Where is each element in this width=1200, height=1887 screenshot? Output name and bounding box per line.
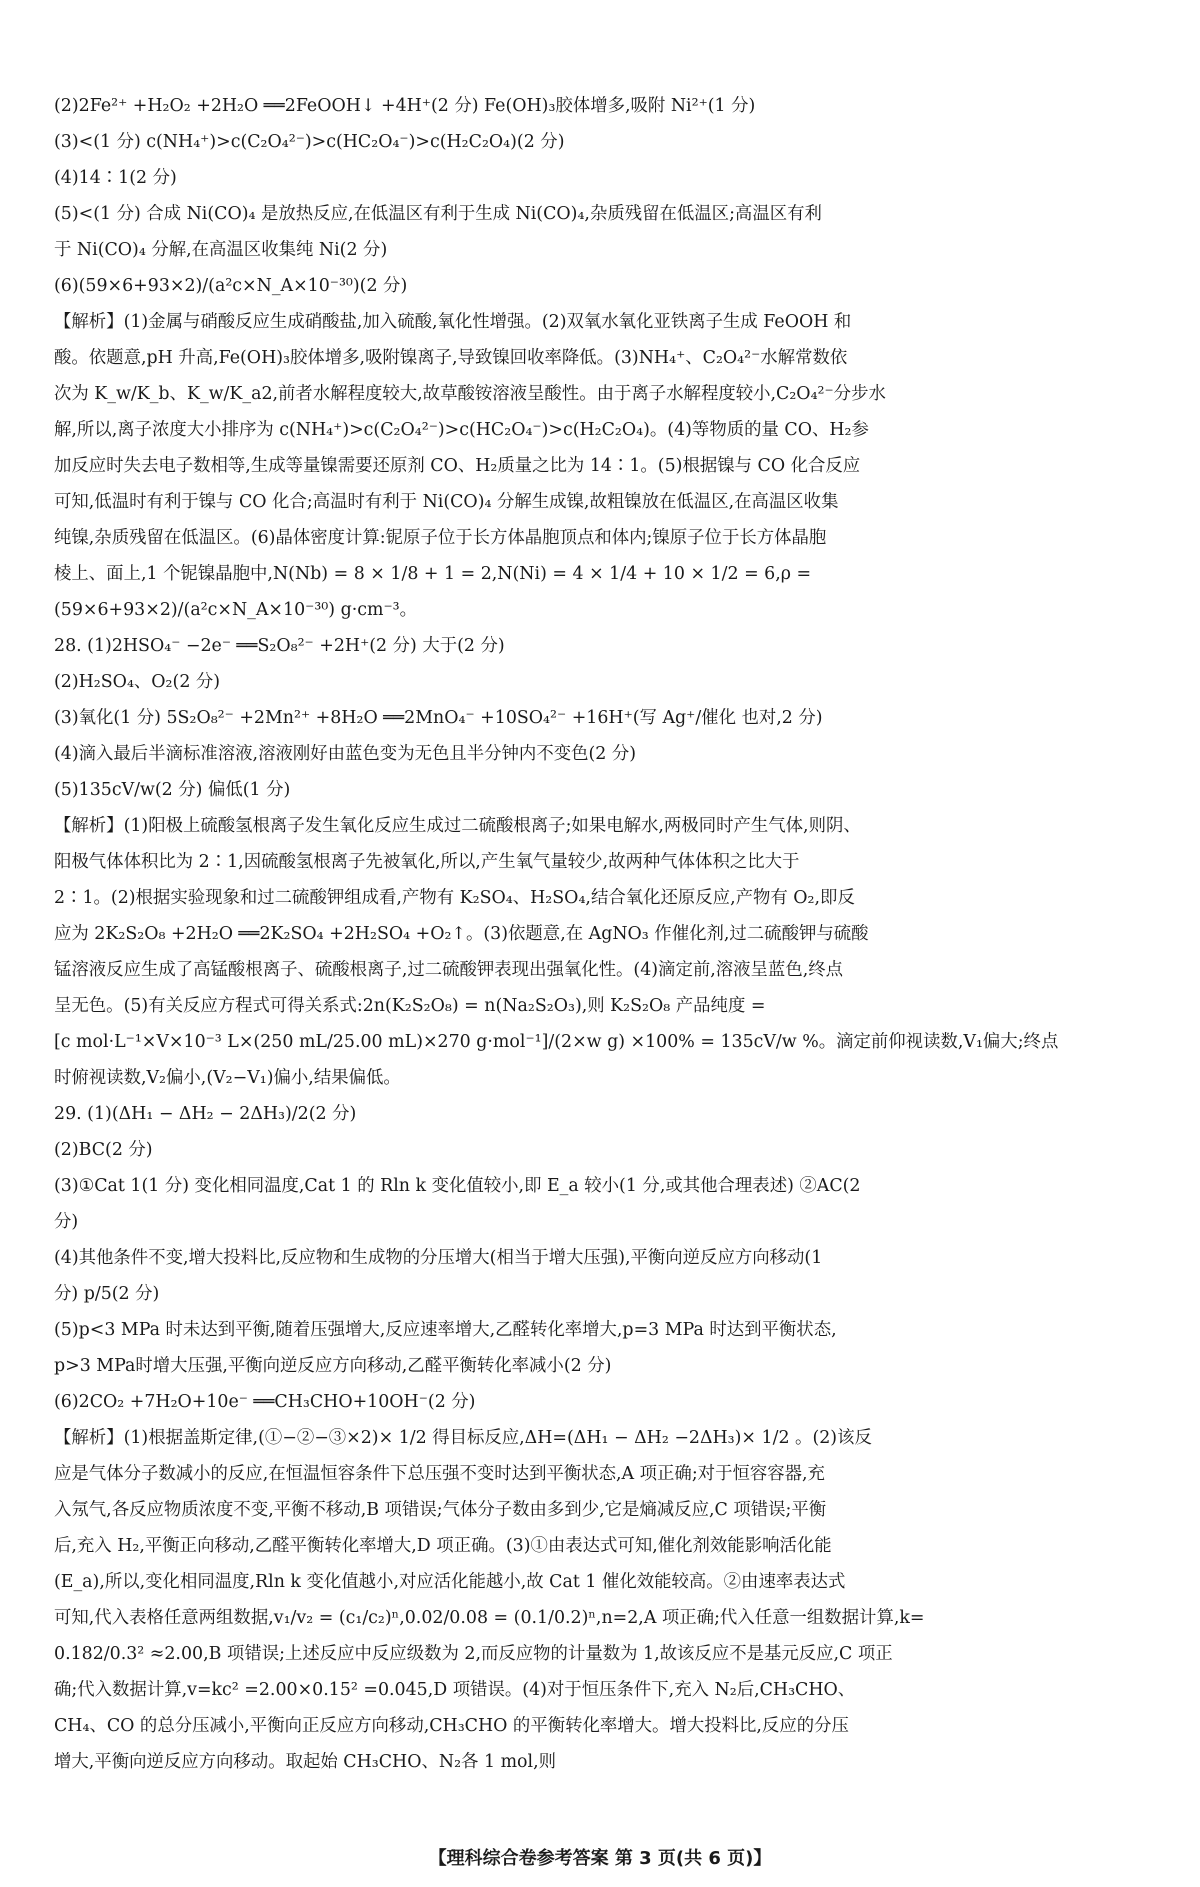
q27-expl-line: 酸。依题意,pH 升高,Fe(OH)₃胶体增多,吸附镍离子,导致镍回收率降低。(3)NH₄⁺、C₂O₄²⁻水解常数依	[54, 348, 848, 368]
q28-expl-line: 时俯视读数,V₂偏小,(V₂−V₁)偏小,结果偏低。	[54, 1068, 401, 1088]
q29-expl-line: 确;代入数据计算,v=kc² =2.00×0.15² =0.045,D 项错误。(4)对于恒压条件下,充入 N₂后,CH₃CHO、	[54, 1680, 856, 1700]
question-29-explanation	[54, 1420, 1166, 1780]
q29-answer-5-line2: p>3 MPa时增大压强,平衡向逆反应方向移动,乙醛平衡转化率减小(2 分)	[54, 1356, 612, 1376]
q27-answer-3: (3)<(1 分) c(NH₄⁺)>c(C₂O₄²⁻)>c(HC₂O₄⁻)>c(H₂C₂O₄)(2 分)	[54, 132, 565, 152]
q27-answer-2: (2)2Fe²⁺ +H₂O₂ +2H₂O ══2FeOOH↓ +4H⁺(2 分) Fe(OH)₃胶体增多,吸附 Ni²⁺(1 分)	[54, 96, 756, 116]
q29-expl-line: (E_a),所以,变化相同温度,Rln k 变化值越小,对应活化能越小,故 Cat 1 催化效能较高。②由速率表达式	[54, 1572, 846, 1592]
q27-expl-line: 可知,低温时有利于镍与 CO 化合;高温时有利于 Ni(CO)₄ 分解生成镍,故粗镍放在低温区,在高温区收集	[54, 492, 839, 512]
q27-expl-line: 纯镍,杂质残留在低温区。(6)晶体密度计算:铌原子位于长方体晶胞顶点和体内;镍原子位于长方体晶胞	[54, 528, 827, 548]
question-27-explanation	[54, 304, 1166, 628]
q27-expl-line: 棱上、面上,1 个铌镍晶胞中,N(Nb) = 8 × 1/8 + 1 = 2,N(Ni) = 4 × 1/4 + 10 × 1/2 = 6,ρ =	[54, 564, 812, 584]
q28-expl-line: 锰溶液反应生成了高锰酸根离子、硫酸根离子,过二硫酸钾表现出强氧化性。(4)滴定前,溶液呈蓝色,终点	[54, 960, 844, 980]
question-28-answers	[54, 628, 1166, 808]
q29-answer-2: (2)BC(2 分)	[54, 1140, 153, 1160]
q27-expl-line: 加反应时失去电子数相等,生成等量镍需要还原剂 CO、H₂质量之比为 14∶1。(5)根据镍与 CO 化合反应	[54, 456, 861, 476]
q29-answer-1: 29. (1)(ΔH₁ − ΔH₂ − 2ΔH₃)/2(2 分)	[54, 1104, 357, 1124]
q27-expl-line: (59×6+93×2)/(a²c×N_A×10⁻³⁰) g·cm⁻³。	[54, 600, 418, 620]
q29-expl-line: 后,充入 H₂,平衡正向移动,乙醛平衡转化率增大,D 项正确。(3)①由表达式可知,催化剂效能影响活化能	[54, 1536, 832, 1556]
question-29-answers	[54, 1096, 1166, 1420]
q28-answer-1: 28. (1)2HSO₄⁻ −2e⁻ ══S₂O₈²⁻ +2H⁺(2 分) 大于(2 分)	[54, 636, 505, 656]
q29-expl-line: 入氖气,各反应物质浓度不变,平衡不移动,B 项错误;气体分子数由多到少,它是熵减反应,C 项错误;平衡	[54, 1500, 827, 1520]
q29-expl-line: 0.182/0.3² ≈2.00,B 项错误;上述反应中反应级数为 2,而反应物的计量数为 1,故该反应不是基元反应,C 项正	[54, 1644, 893, 1664]
q28-expl-line: 【解析】(1)阳极上硫酸氢根离子发生氧化反应生成过二硫酸根离子;如果电解水,两极同时产生气体,则阴、	[54, 816, 861, 836]
q29-answer-6: (6)2CO₂ +7H₂O+10e⁻ ══CH₃CHO+10OH⁻(2 分)	[54, 1392, 476, 1412]
q28-expl-line: 阳极气体体积比为 2∶1,因硫酸氢根离子先被氧化,所以,产生氧气量较少,故两种气体体积之比大于	[54, 852, 800, 872]
q28-answer-2: (2)H₂SO₄、O₂(2 分)	[54, 672, 221, 692]
q29-answer-3-line2: 分)	[54, 1212, 79, 1232]
q27-answer-5-line1: (5)<(1 分) 合成 Ni(CO)₄ 是放热反应,在低温区有利于生成 Ni(CO)₄,杂质残留在低温区;高温区有利	[54, 204, 822, 224]
q29-expl-line: 应是气体分子数减小的反应,在恒温恒容条件下总压强不变时达到平衡状态,A 项正确;对于恒容容器,充	[54, 1464, 825, 1484]
q27-expl-line: 次为 K_w/K_b、K_w/K_a2,前者水解程度较大,故草酸铵溶液呈酸性。由于离子水解程度较小,C₂O₄²⁻分步水	[54, 384, 886, 404]
q28-expl-line: 2∶1。(2)根据实验现象和过二硫酸钾组成看,产物有 K₂SO₄、H₂SO₄,结合氧化还原反应,产物有 O₂,即反	[54, 888, 855, 908]
q29-expl-line: CH₄、CO 的总分压减小,平衡向正反应方向移动,CH₃CHO 的平衡转化率增大。增大投料比,反应的分压	[54, 1716, 849, 1736]
page-footer: 【理科综合卷参考答案 第 3 页(共 6 页)】	[428, 1848, 772, 1869]
q27-answer-4: (4)14∶1(2 分)	[54, 168, 177, 188]
q28-answer-4: (4)滴入最后半滴标准溶液,溶液刚好由蓝色变为无色且半分钟内不变色(2 分)	[54, 744, 637, 764]
q29-answer-5-line1: (5)p<3 MPa 时未达到平衡,随着压强增大,反应速率增大,乙醛转化率增大,p=3 MPa 时达到平衡状态,	[54, 1320, 837, 1340]
q28-answer-5: (5)135cV/w(2 分) 偏低(1 分)	[54, 780, 291, 800]
q27-expl-line: 解,所以,离子浓度大小排序为 c(NH₄⁺)>c(C₂O₄²⁻)>c(HC₂O₄⁻)>c(H₂C₂O₄)。(4)等物质的量 CO、H₂参	[54, 420, 869, 440]
question-27-answers	[54, 88, 1166, 304]
q29-expl-line: 【解析】(1)根据盖斯定律,(①−②−③×2)× 1/2 得目标反应,ΔH=(ΔH₁ − ΔH₂ −2ΔH₃)× 1/2 。(2)该反	[54, 1428, 872, 1448]
question-28-explanation	[54, 808, 1166, 1096]
q28-expl-line: 应为 2K₂S₂O₈ +2H₂O ══2K₂SO₄ +2H₂SO₄ +O₂↑。(3)依题意,在 AgNO₃ 作催化剂,过二硫酸钾与硫酸	[54, 924, 869, 944]
q28-expl-line: [c mol·L⁻¹×V×10⁻³ L×(250 mL/25.00 mL)×270 g·mol⁻¹]/(2×w g) ×100% = 135cV/w %。滴定前仰视读数,V₁偏大;终点	[54, 1032, 1059, 1052]
q28-expl-line: 呈无色。(5)有关反应方程式可得关系式:2n(K₂S₂O₈) = n(Na₂S₂O₃),则 K₂S₂O₈ 产品纯度 =	[54, 996, 766, 1016]
q27-answer-6: (6)(59×6+93×2)/(a²c×N_A×10⁻³⁰)(2 分)	[54, 276, 408, 296]
q29-expl-line: 可知,代入表格任意两组数据,v₁/v₂ = (c₁/c₂)ⁿ,0.02/0.08 = (0.1/0.2)ⁿ,n=2,A 项正确;代入任意一组数据计算,k=	[54, 1608, 925, 1628]
q29-answer-4-line2: 分) p/5(2 分)	[54, 1284, 160, 1304]
q29-answer-3-line1: (3)①Cat 1(1 分) 变化相同温度,Cat 1 的 Rln k 变化值较小,即 E_a 较小(1 分,或其他合理表述) ②AC(2	[54, 1176, 861, 1196]
q27-expl-line: 【解析】(1)金属与硝酸反应生成硝酸盐,加入硫酸,氧化性增强。(2)双氧水氧化亚铁离子生成 FeOOH 和	[54, 312, 852, 332]
q28-answer-3: (3)氧化(1 分) 5S₂O₈²⁻ +2Mn²⁺ +8H₂O ══2MnO₄⁻ +10SO₄²⁻ +16H⁺(写 Ag⁺/催化 也对,2 分)	[54, 708, 823, 728]
q29-expl-line: 增大,平衡向逆反应方向移动。取起始 CH₃CHO、N₂各 1 mol,则	[54, 1752, 557, 1772]
q29-answer-4-line1: (4)其他条件不变,增大投料比,反应物和生成物的分压增大(相当于增大压强),平衡向逆反应方向移动(1	[54, 1248, 823, 1268]
q27-answer-5-line2: 于 Ni(CO)₄ 分解,在高温区收集纯 Ni(2 分)	[54, 240, 388, 260]
